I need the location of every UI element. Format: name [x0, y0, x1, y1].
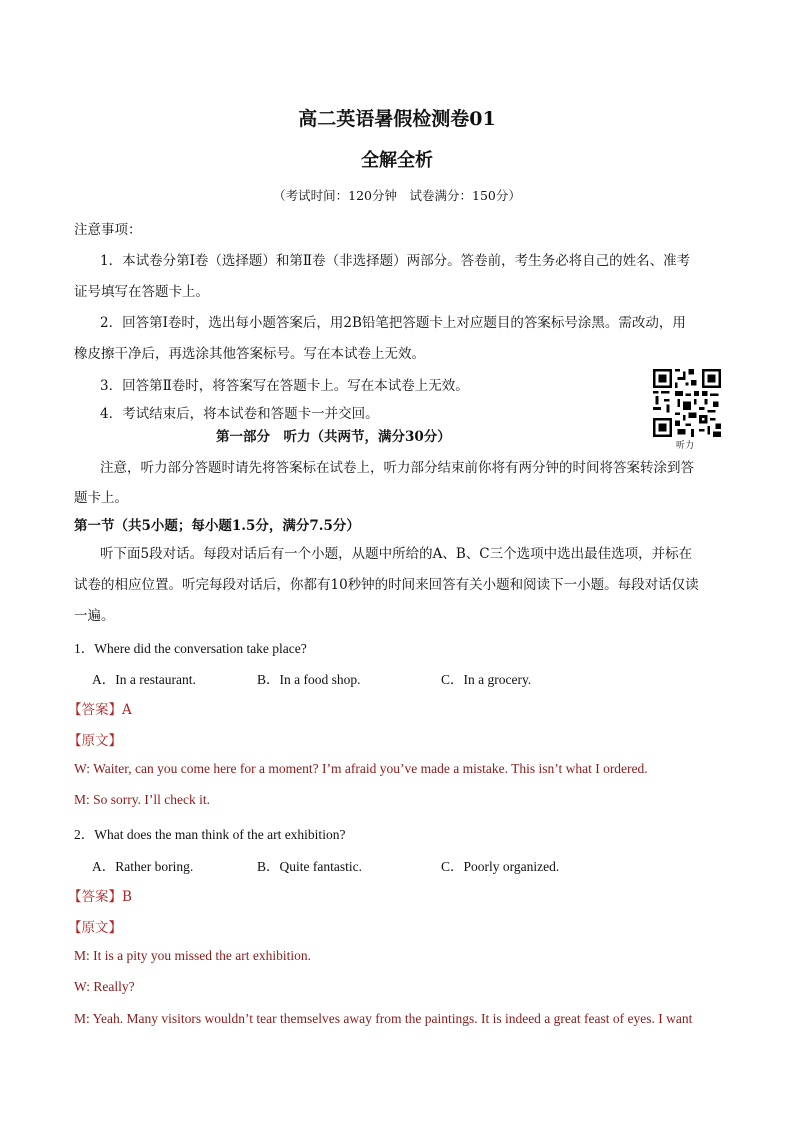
question-1-option-c: C．In a grocery.: [441, 672, 532, 687]
question-2-option-c: C．Poorly organized.: [441, 859, 560, 874]
notice-item-2-line-2: 橡皮擦干净后，再选涂其他答案标号。写在本试卷上无效。: [74, 346, 425, 362]
question-1-stem: 1．Where did the conversation take place?: [74, 641, 307, 656]
question-2-answer: 【答案】B: [68, 889, 132, 905]
question-2-transcript-line-1: M: It is a pity you missed the art exhibition.: [74, 948, 311, 963]
question-1-transcript-label: 【原文】: [68, 733, 122, 749]
exam-info: （考试时间：120分钟 试卷满分：150分）: [273, 188, 521, 203]
question-2-transcript-line-3: M: Yeah. Many visitors wouldn’t tear themselves away from the paintings. It is indeed a great feast of eyes. I want: [74, 1011, 693, 1026]
question-2-option-b: B．Quite fantastic.: [257, 859, 362, 874]
page-subtitle: 全解全析: [361, 150, 433, 171]
notice-item-1-line-1: 1．本试卷分第Ⅰ卷（选择题）和第Ⅱ卷（非选择题）两部分。答卷前，考生务必将自己的姓名、准考: [100, 253, 691, 269]
part1-note-line-1: 注意，听力部分答题时请先将答案标在试卷上，听力部分结束前你将有两分钟的时间将答案转涂到答: [100, 460, 694, 476]
qr-caption: 听力: [676, 441, 695, 451]
part1-heading: 第一部分 听力（共两节，满分30分）: [216, 429, 451, 445]
notice-heading: 注意事项：: [74, 222, 142, 238]
page-title: 高二英语暑假检测卷01: [298, 108, 496, 130]
question-1-option-a: A．In a restaurant.: [92, 672, 196, 687]
notice-item-3: 3．回答第Ⅱ卷时，将答案写在答题卡上。写在本试卷上无效。: [100, 378, 469, 394]
question-2-option-a: A．Rather boring.: [92, 859, 194, 874]
notice-item-4: 4．考试结束后，将本试卷和答题卡一并交回。: [100, 406, 379, 422]
section1-instruction-line-1: 听下面5段对话。每段对话后有一个小题，从题中所给的A、B、C三个选项中选出最佳选项，并标在: [100, 546, 693, 562]
section1-instruction-line-3: 一遍。: [74, 608, 115, 624]
question-1-transcript-line-1: W: Waiter, can you come here for a moment? I’m afraid you’ve made a mistake. This isn’t what I ordered.: [74, 761, 648, 776]
question-2-stem: 2．What does the man think of the art exhibition?: [74, 827, 346, 842]
question-1-transcript-line-2: M: So sorry. I’ll check it.: [74, 792, 210, 807]
notice-item-1-line-2: 证号填写在答题卡上。: [74, 284, 209, 300]
question-2-transcript-line-2: W: Really?: [74, 979, 135, 994]
question-2-transcript-label: 【原文】: [68, 920, 122, 936]
question-1-option-b: B．In a food shop.: [257, 672, 361, 687]
question-1-answer: 【答案】A: [68, 702, 132, 718]
section1-heading: 第一节（共5小题；每小题1.5分，满分7.5分）: [74, 518, 360, 534]
notice-item-2-line-1: 2．回答第Ⅰ卷时，选出每小题答案后，用2B铅笔把答题卡上对应题目的答案标号涂黑。需改动，用: [100, 315, 686, 331]
qr-code-icon: [653, 369, 721, 437]
part1-note-line-2: 题卡上。: [74, 490, 128, 506]
section1-instruction-line-2: 试卷的相应位置。听完每段对话后，你都有10秒钟的时间来回答有关小题和阅读下一小题。每段对话仅读: [74, 577, 699, 593]
